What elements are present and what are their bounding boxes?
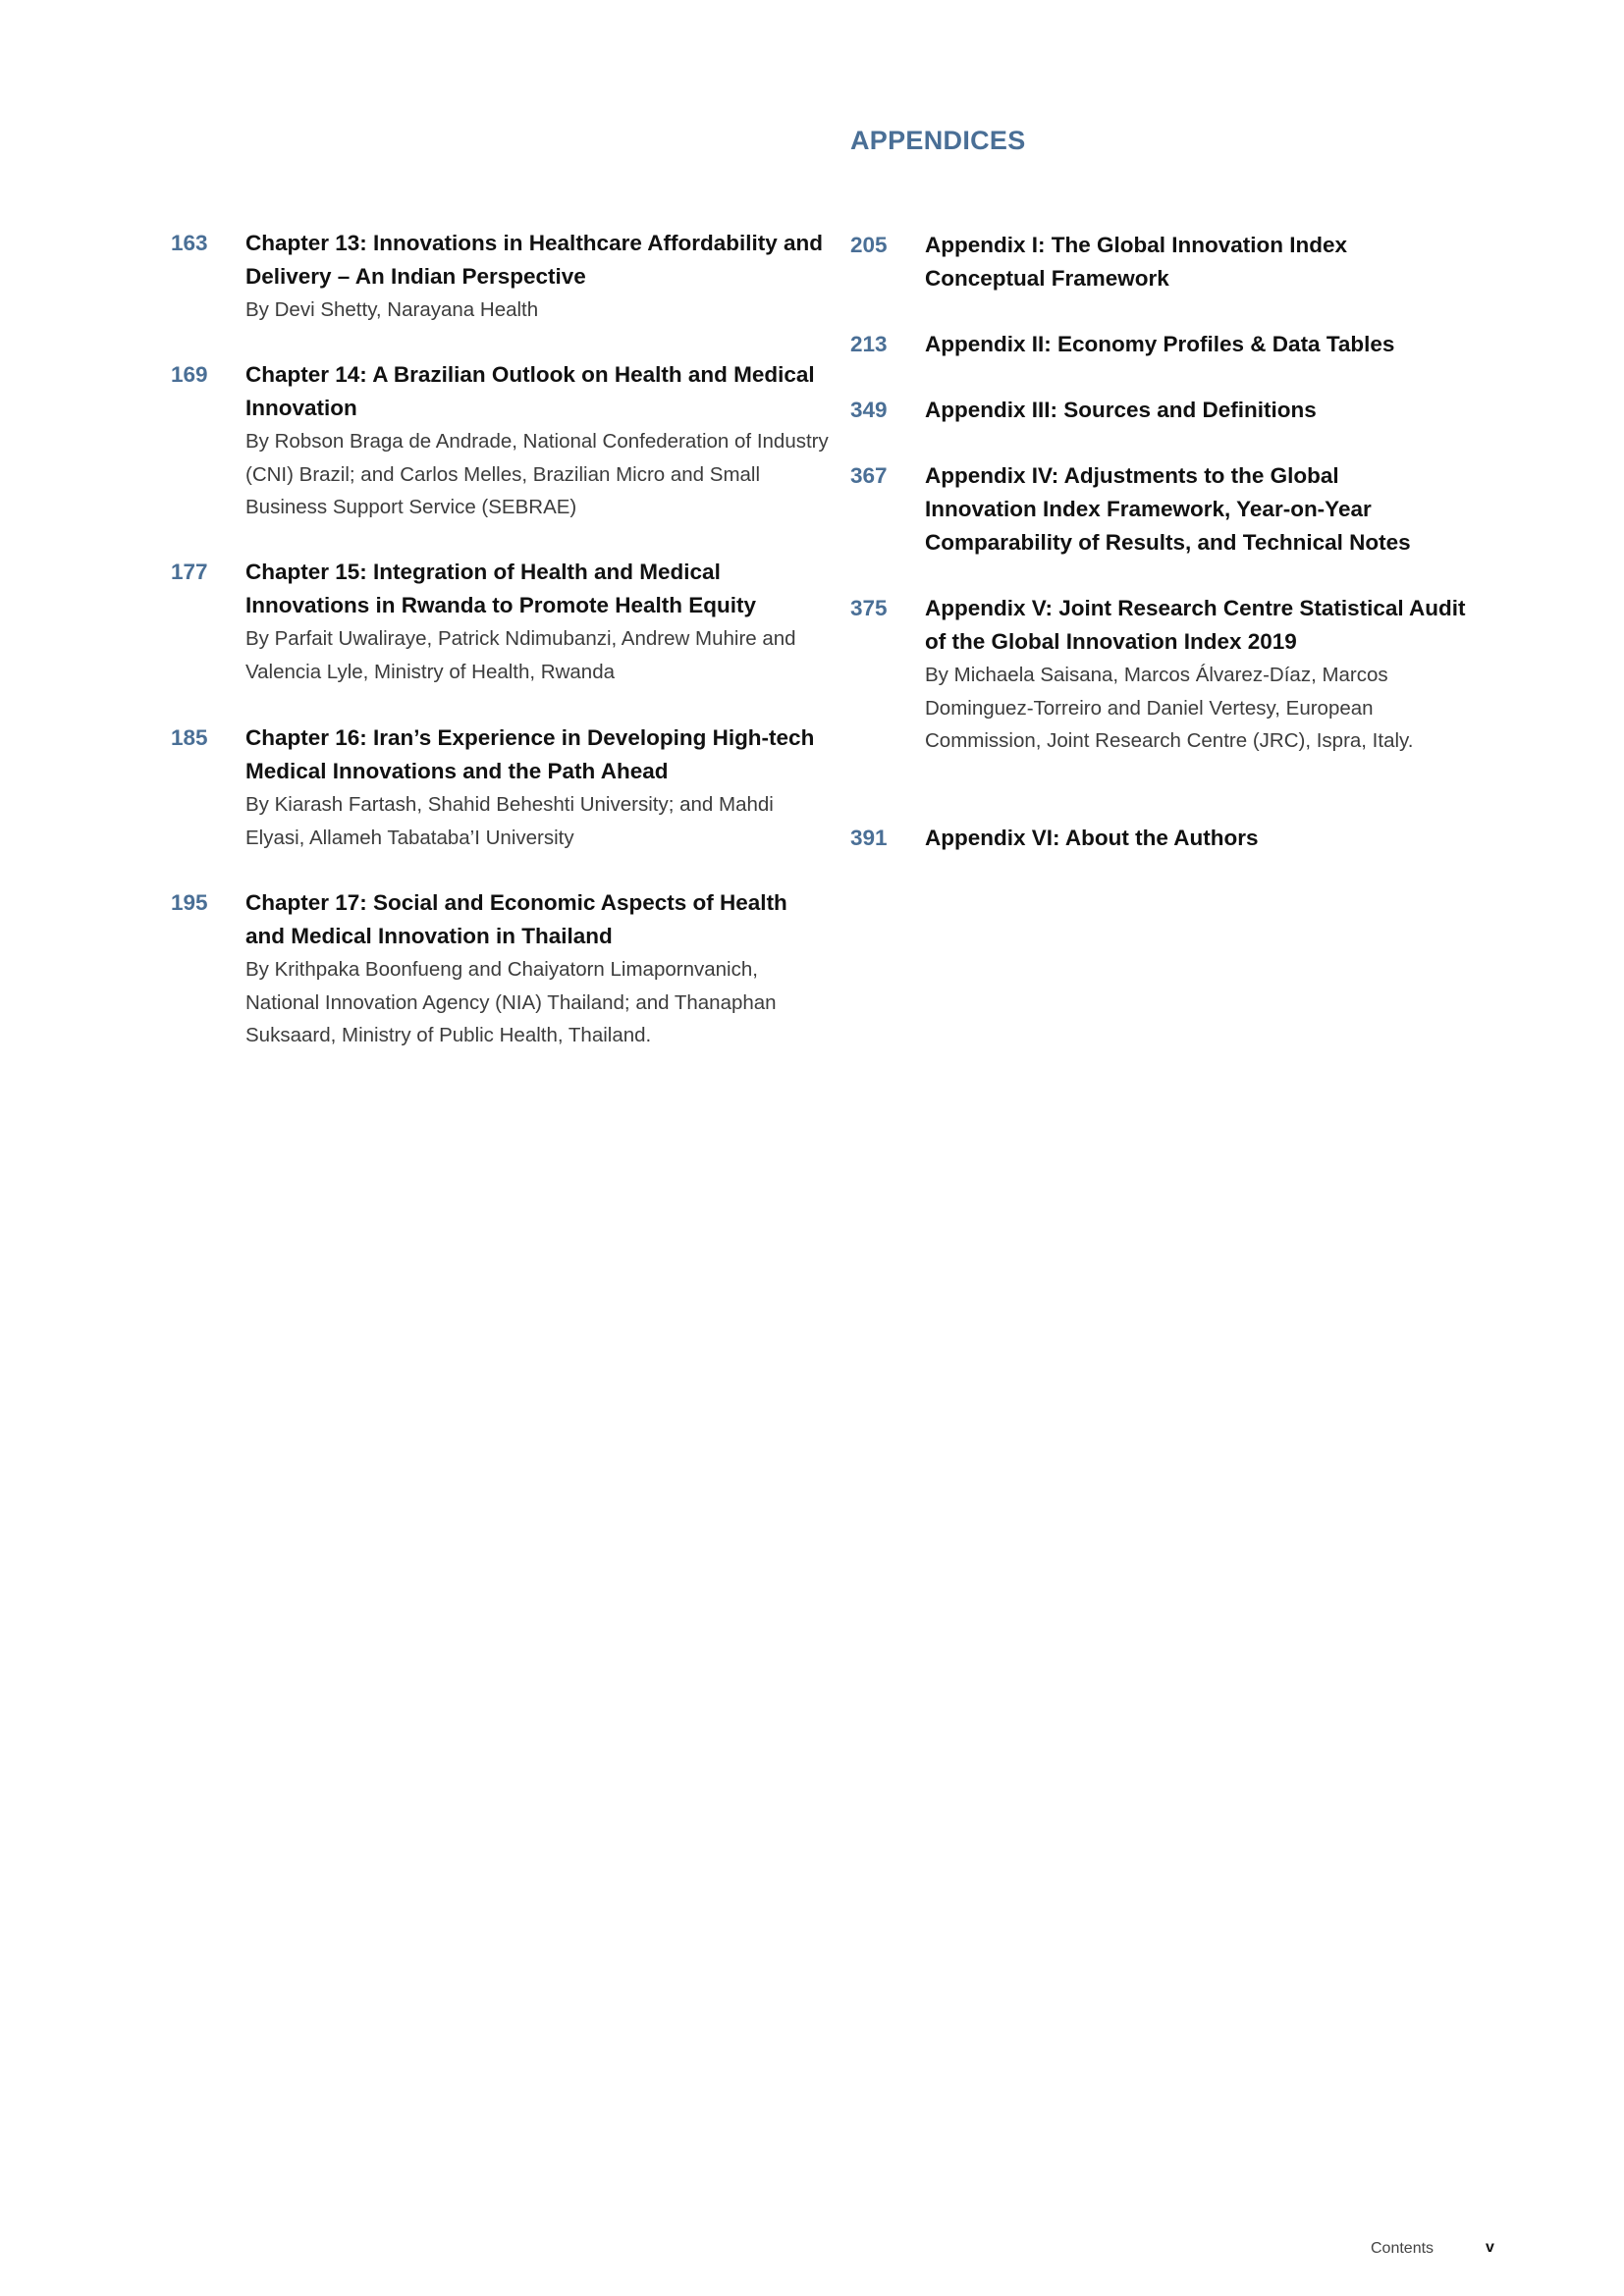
footer-section-label: Contents — [1371, 2240, 1435, 2257]
toc-entry-title[interactable]: Chapter 16: Iran’s Experience in Developing High-tech Medical Innovations and the Path Ahead — [245, 725, 815, 783]
toc-page-number: 205 — [850, 233, 888, 257]
toc-page-number: 375 — [850, 596, 888, 620]
toc-entry-title[interactable]: Appendix V: Joint Research Centre Statistical Audit of the Global Innovation Index 2019 — [925, 596, 1466, 654]
toc-page-number: 195 — [171, 890, 208, 915]
toc-page-number: 213 — [850, 332, 888, 356]
toc-entry-title[interactable]: Chapter 13: Innovations in Healthcare Affordability and Delivery – An Indian Perspective — [245, 231, 824, 289]
toc-entry-byline: By Krithpaka Boonfueng and Chaiyatorn Limapornvanich, National Innovation Agency (NIA) Thailand; and Thanaphan Suksaard, Ministry of Public Health, Thailand. — [245, 958, 777, 1046]
toc-entry-title[interactable]: Appendix II: Economy Profiles & Data Tables — [925, 332, 1395, 356]
toc-entry-appendix-4[interactable] — [850, 459, 1479, 560]
toc-entry-title[interactable]: Appendix IV: Adjustments to the Global Innovation Index Framework, Year-on-Year Comparability of Results, and Technical Notes — [925, 463, 1411, 555]
toc-entry-chapter-13[interactable] — [171, 227, 829, 327]
toc-page-number: 185 — [171, 725, 208, 750]
toc-entry-title[interactable]: Appendix VI: About the Authors — [925, 826, 1259, 850]
toc-entry-byline: By Robson Braga de Andrade, National Confederation of Industry (CNI) Brazil; and Carlos Melles, Brazilian Micro and Small Business Support Service (SEBRAE) — [245, 430, 829, 518]
toc-entry-title[interactable]: Chapter 14: A Brazilian Outlook on Health and Medical Innovation — [245, 362, 815, 420]
toc-entry-chapter-14[interactable] — [171, 358, 829, 524]
toc-entry-title[interactable]: Appendix I: The Global Innovation Index Conceptual Framework — [925, 233, 1348, 291]
toc-page-number: 177 — [171, 560, 208, 584]
toc-entry-byline: By Michaela Saisana, Marcos Álvarez-Díaz, Marcos Dominguez-Torreiro and Daniel Vertesy, European Commission, Joint Research Centre (JRC), Ispra, Italy. — [925, 664, 1414, 752]
toc-page-number: 349 — [850, 398, 888, 422]
toc-page-number: 169 — [171, 362, 208, 387]
toc-entry-appendix-3[interactable] — [850, 394, 1479, 427]
toc-entry-byline: By Devi Shetty, Narayana Health — [245, 298, 539, 321]
toc-entry-title[interactable]: Chapter 15: Integration of Health and Medical Innovations in Rwanda to Promote Health Equity — [245, 560, 757, 617]
toc-entry-byline: By Kiarash Fartash, Shahid Beheshti University; and Mahdi Elyasi, Allameh Tabataba’I University — [245, 793, 774, 849]
toc-page-number: 391 — [850, 826, 888, 850]
appendices-heading: APPENDICES — [850, 126, 1026, 155]
toc-entry-byline: By Parfait Uwaliraye, Patrick Ndimubanzi, Andrew Muhire and Valencia Lyle, Ministry of Health, Rwanda — [245, 627, 796, 683]
toc-entry-title[interactable]: Appendix III: Sources and Definitions — [925, 398, 1317, 422]
toc-entry-appendix-5[interactable] — [850, 592, 1479, 758]
toc-page-number: 163 — [171, 231, 208, 255]
toc-entry-appendix-1[interactable] — [850, 229, 1479, 295]
toc-entry-chapter-16[interactable] — [171, 721, 829, 854]
toc-page-number: 367 — [850, 463, 888, 488]
toc-entry-appendix-2[interactable] — [850, 328, 1479, 361]
toc-entry-appendix-6[interactable] — [850, 822, 1479, 855]
toc-entry-chapter-17[interactable] — [171, 886, 829, 1052]
toc-entry-chapter-15[interactable] — [171, 556, 829, 688]
footer-page-number: v — [1486, 2239, 1494, 2256]
toc-entry-title[interactable]: Chapter 17: Social and Economic Aspects of Health and Medical Innovation in Thailand — [245, 890, 787, 948]
